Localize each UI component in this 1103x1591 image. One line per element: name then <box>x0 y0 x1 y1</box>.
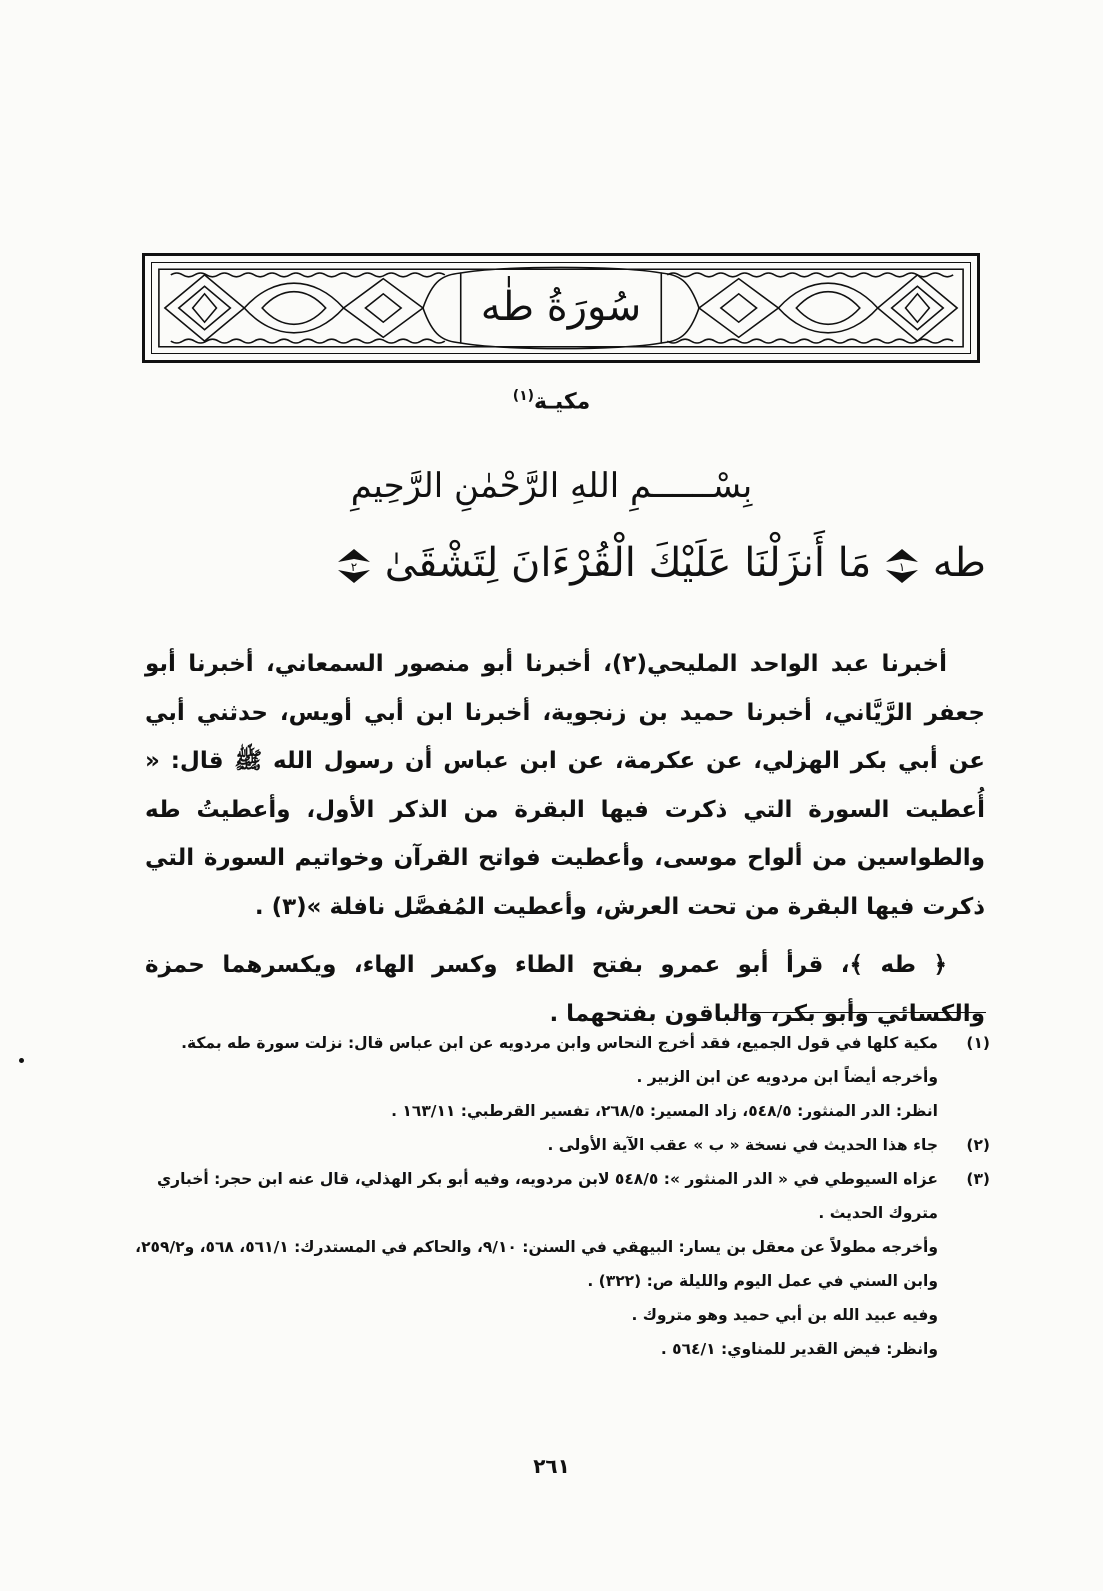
quran-verse <box>130 540 986 586</box>
ayah-marker-icon <box>336 547 372 585</box>
commentary-body <box>145 640 985 1038</box>
verse-part-1: طه <box>932 540 986 586</box>
hadith-paragraph: أخبرنا عبد الواحد المليحي(٢)، أخبرنا أبو منصور السمعاني، أخبرنا أبو جعفر الرَّيَّاني، أخبرنا حميد بن زنجوية، أخبرنا ابن أبي أويس، حدثني أبي عن أبي بكر الهزلي، عن عكرمة، عن ابن عباس أن رسول الله ﷺ قال: « أُعطيت السورة التي ذكرت فيها البقرة من الذكر الأول، وأعطيتُ طه والطواسين من ألواح موسى، وأعطيت فواتح القرآن وخواتيم السورة التي ذكرت فيها البقرة من تحت العرش، وأعطيت المُفصَّل نافلة »(٣) . <box>145 651 985 920</box>
footnote-line: انظر: الدر المنثور: ٥٤٨/٥، زاد المسير: ٢٦٨/٥، تفسير القرطبي: ١٦٣/١١ . <box>391 1102 938 1120</box>
footnote-line: عزاه السيوطي في « الدر المنثور »: ٥٤٨/٥ لابن مردويه، وفيه أبو بكر الهذلي، قال عنه ابن حجر: أخباري متروك الحديث . <box>156 1170 938 1222</box>
ayah-marker-icon <box>884 547 920 585</box>
footnote-number: (٢) <box>966 1136 990 1154</box>
footnote-divider <box>734 1012 986 1013</box>
footnote-body <box>135 1026 938 1128</box>
footnotes <box>135 1026 990 1366</box>
footnote-line: وفيه عبيد الله بن أبي حميد وهو متروك . <box>631 1306 938 1324</box>
footnote-body <box>135 1162 938 1366</box>
revelation-label: مكيـة <box>534 389 591 415</box>
ayah-number-2: ٢ <box>350 560 358 574</box>
revelation-note <box>0 388 1103 414</box>
footnote-line: وأخرجه مطولاً عن معقل بن يسار: البيهقي في السنن: ٩/١٠، والحاكم في المستدرك: ٥٦١/١، ٥٦٨، و٢٥٩/٢، وابن السني في عمل اليوم والليلة ص: (٣٢٢) . <box>135 1238 938 1290</box>
revelation-footnote-ref: (١) <box>512 388 535 404</box>
verse-part-2: مَا أَنزَلْنَا عَلَيْكَ الْقُرْءَانَ لِتَشْقَىٰ <box>384 540 872 586</box>
surah-title: سُورَةُ طٰه <box>480 284 642 331</box>
scan-speck <box>19 1058 24 1063</box>
surah-header-frame <box>142 253 980 363</box>
footnote-line: مكية كلها في قول الجميع، فقد أخرج النحاس وابن مردويه عن ابن عباس قال: نزلت سورة طه بمكة. وأخرجه أيضاً ابن مردويه عن ابن الزبير . <box>181 1034 938 1086</box>
footnote-3 <box>135 1162 990 1366</box>
footnote-number: (١) <box>966 1034 990 1052</box>
footnote-body <box>135 1128 938 1162</box>
page-number: ٢٦١ <box>533 1454 570 1478</box>
footnote-line: وانظر: فيض القدير للمناوي: ٥٦٤/١ . <box>660 1340 938 1358</box>
basmala: بِسْــــــمِ اللهِ الرَّحْمٰنِ الرَّحِيمِ <box>350 466 753 506</box>
qiraat-paragraph: ﴿ طه ﴾، قرأ أبو عمرو بفتح الطاء وكسر الهاء، ويكسرهما حمزة والكسائي وأبو بكر، والباقون بفتحهما . <box>145 952 985 1027</box>
footnote-number: (٣) <box>966 1170 990 1188</box>
ayah-number-1: ١ <box>898 560 906 574</box>
footnote-1 <box>135 1026 990 1128</box>
footnote-2 <box>135 1128 990 1162</box>
footnote-line: جاء هذا الحديث في نسخة « ب » عقب الآية الأولى . <box>547 1136 938 1154</box>
